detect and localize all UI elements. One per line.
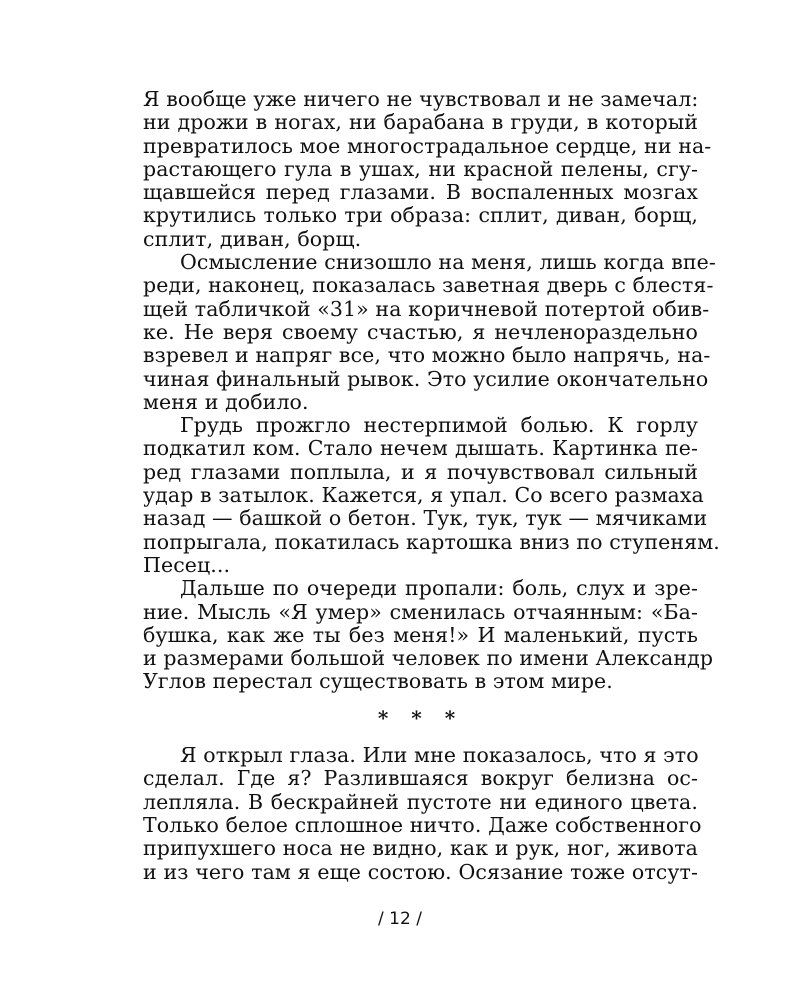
text-line: бушка, как же ты без меня!» И маленький, пусть (143, 622, 698, 647)
paragraph (143, 250, 716, 414)
text-line: припухшего носа не видно, как и рук, ног, живота (143, 836, 698, 861)
paragraph (143, 743, 702, 884)
text-line: попрыгала, покатилась картошка вниз по ступеням. (143, 529, 720, 554)
text-line: превратилось мое многострадальное сердце, ни на- (143, 133, 712, 158)
page-number: / 12 / (378, 909, 422, 929)
body-text (143, 87, 720, 884)
text-line: растающего гула в ушах, ни красной пелены, сгу- (143, 156, 698, 181)
text-line: Я вообще уже ничего не чувствовал и не замечал: (143, 87, 699, 111)
text-line: Я открыл глаза. Или мне показалось, что я это (180, 743, 699, 768)
text-line: взревел и напряг все, что можно было напрячь, на- (143, 343, 711, 368)
text-line: крутились только три образа: сплит, диван, борщ, (143, 203, 698, 228)
text-line: Осмысление снизошло на меня, лишь когда впе- (180, 250, 716, 275)
text-line: ред глазами поплыла, и я почувствовал сильный (143, 459, 698, 484)
text-line: Грудь прожгло нестерпимой болью. К горлу (180, 413, 698, 438)
text-line: Дальше по очереди пропали: боль, слух и зре- (180, 576, 698, 601)
text-line: сплит, диван, борщ. (143, 226, 362, 251)
text-line: Только белое сплошное ничто. Даже собственного (143, 812, 702, 837)
text-line: сделал. Где я? Разлившаяся вокруг белизна ос- (143, 766, 698, 791)
text-line: Углов перестал существовать в этом мире. (143, 669, 613, 694)
text-line: удар в затылок. Кажется, я упал. Со всего размаха (143, 483, 704, 508)
text-line: щавшейся перед глазами. В воспаленных мозгах (143, 180, 698, 205)
text-line: назад — башкой о бетон. Тук, тук, тук — мячиками (143, 506, 708, 531)
paragraph (143, 413, 720, 577)
text-line: щей табличкой «31» на коричневой потертой обив- (143, 296, 710, 321)
text-line: меня и добило. (143, 389, 309, 414)
text-line: реди, наконец, показалась заветная дверь с блестя- (143, 273, 714, 298)
text-line: чиная финальный рывок. Это усилие окончательно (143, 366, 709, 391)
section-separator: * * * (377, 705, 464, 730)
paragraph (143, 576, 714, 694)
text-line: и размерами большой человек по имени Александр (143, 646, 714, 671)
text-line: ни дрожи в ногах, ни барабана в груди, в который (143, 110, 698, 135)
text-line: Песец... (143, 552, 231, 577)
text-line: ке. Не веря своему счастью, я нечленораздельно (143, 319, 698, 344)
text-line: подкатил ком. Стало нечем дышать. Картинка пе- (143, 436, 698, 461)
text-line: ние. Мысль «Я умер» сменилась отчаянным: «Ба- (143, 599, 698, 624)
paragraph (143, 87, 712, 251)
text-line: лепляла. В бескрайней пустоте ни единого цвета. (143, 789, 698, 814)
text-line: и из чего там я еще состою. Осязание тоже отсут- (143, 859, 698, 884)
